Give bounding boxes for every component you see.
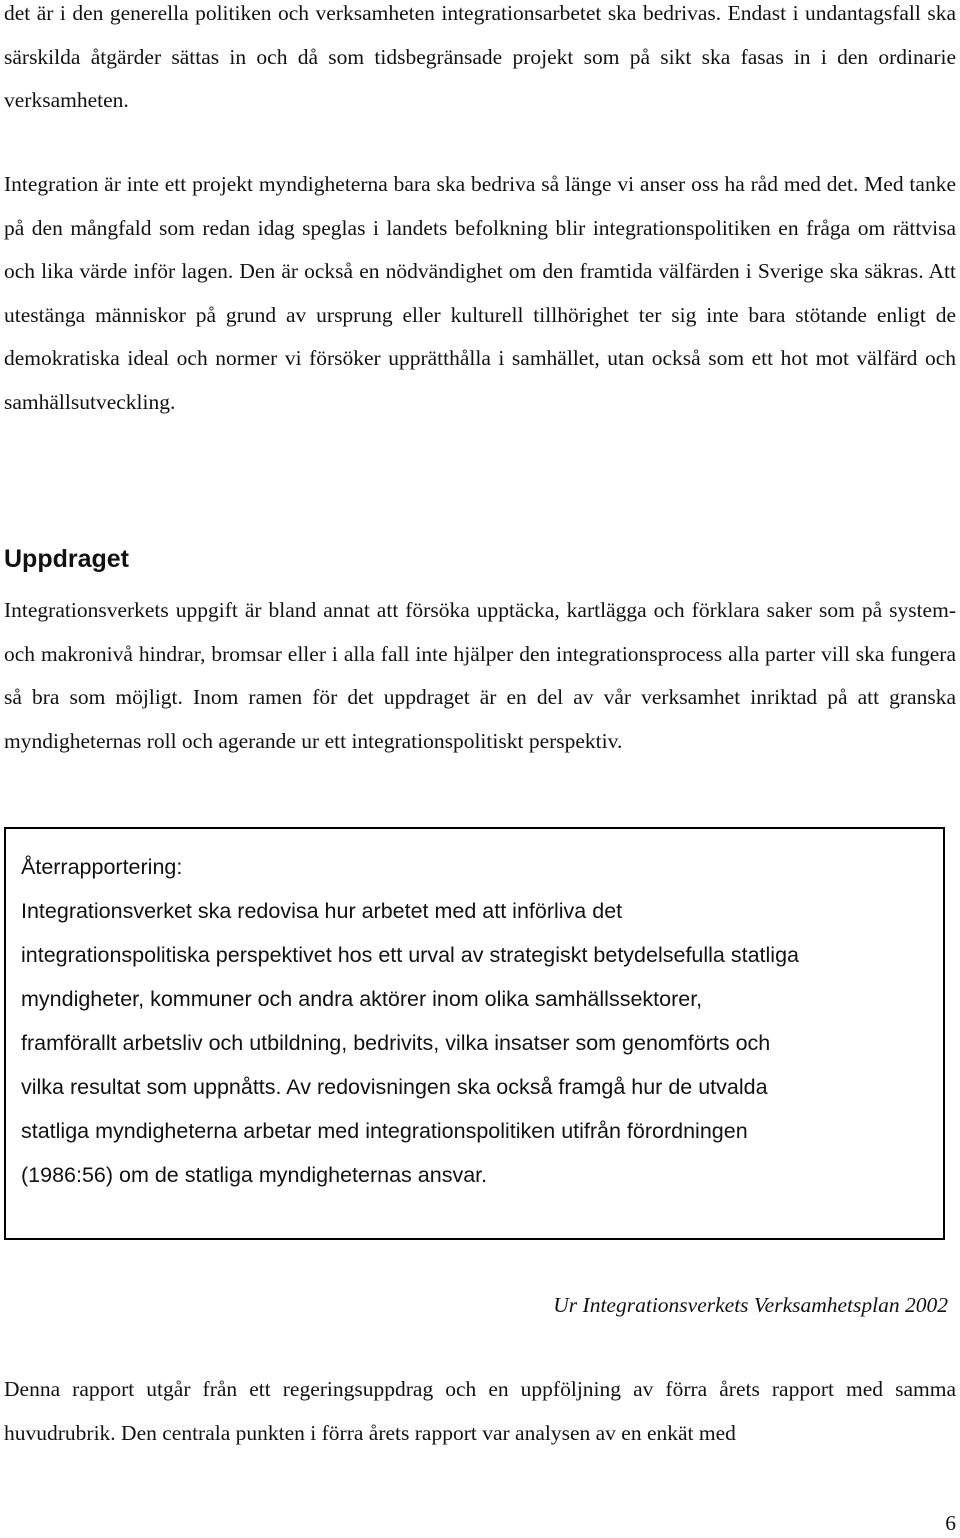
section-heading: Uppdraget bbox=[4, 545, 129, 573]
box-line: statliga myndigheterna arbetar med integrationspolitiken utifrån förordningen bbox=[21, 1119, 748, 1143]
box-line: myndigheter, kommuner och andra aktörer inom olika samhällssektorer, bbox=[21, 987, 703, 1011]
reporting-requirement-box bbox=[4, 827, 945, 1240]
box-line: vilka resultat som uppnåtts. Av redovisningen ska också framgå hur de utvalda bbox=[21, 1075, 768, 1099]
box-line: framförallt arbetsliv och utbildning, bedrivits, vilka insatser som genomförts och bbox=[21, 1031, 771, 1055]
body-paragraph-3: Integrationsverkets uppgift är bland annat att försöka upptäcka, kartlägga och förklara saker som på system- och makronivå hindrar, bromsar eller i alla fall inte hjälper den integrationsprocess alla parter vill ska fungera så bra som möjligt. Inom ramen för det uppdraget är en del av vår verksamhet inriktad på att granska myndigheternas roll och agerande ur ett integrationspolitiskt perspektiv. bbox=[4, 598, 956, 753]
body-paragraph-2: Integration är inte ett projekt myndigheterna bara ska bedriva så länge vi anser oss ha råd med det. Med tanke på den mångfald som redan idag speglas i landets befolkning blir integrationspolitiken en fråga om rättvisa och lika värde inför lagen. Den är också en nödvändighet om den framtida välfärden i Sverige ska säkras. Att utestänga människor på grund av ursprung eller kulturell tillhörighet ter sig inte bara stötande enligt de demokratiska ideal och normer vi försöker upprätthålla i samhället, utan också som ett hot mot välfärd och samhällsutveckling. bbox=[4, 172, 956, 414]
box-line: (1986:56) om de statliga myndigheternas ansvar. bbox=[21, 1163, 488, 1187]
body-paragraph-4: Denna rapport utgår från ett regeringsuppdrag och en uppföljning av förra årets rapport med samma huvudrubrik. Den centrala punkten i förra årets rapport var analysen av en enkät med bbox=[4, 1377, 956, 1445]
body-paragraph-1: det är i den generella politiken och verksamheten integrationsarbetet ska bedrivas. Endast i undantagsfall ska särskilda åtgärder sättas in och då som tidsbegränsade projekt som på sikt ska fasas in i den ordinarie verksamheten. bbox=[4, 1, 956, 113]
box-title: Återrapportering: bbox=[21, 855, 183, 879]
source-citation: Ur Integrationsverkets Verksamhetsplan 2002 bbox=[553, 1293, 948, 1317]
box-line: Integrationsverket ska redovisa hur arbetet med att införliva det bbox=[21, 899, 623, 923]
page-number: 6 bbox=[945, 1511, 956, 1535]
box-line: integrationspolitiska perspektivet hos ett urval av strategiskt betydelsefulla statliga bbox=[21, 943, 799, 967]
